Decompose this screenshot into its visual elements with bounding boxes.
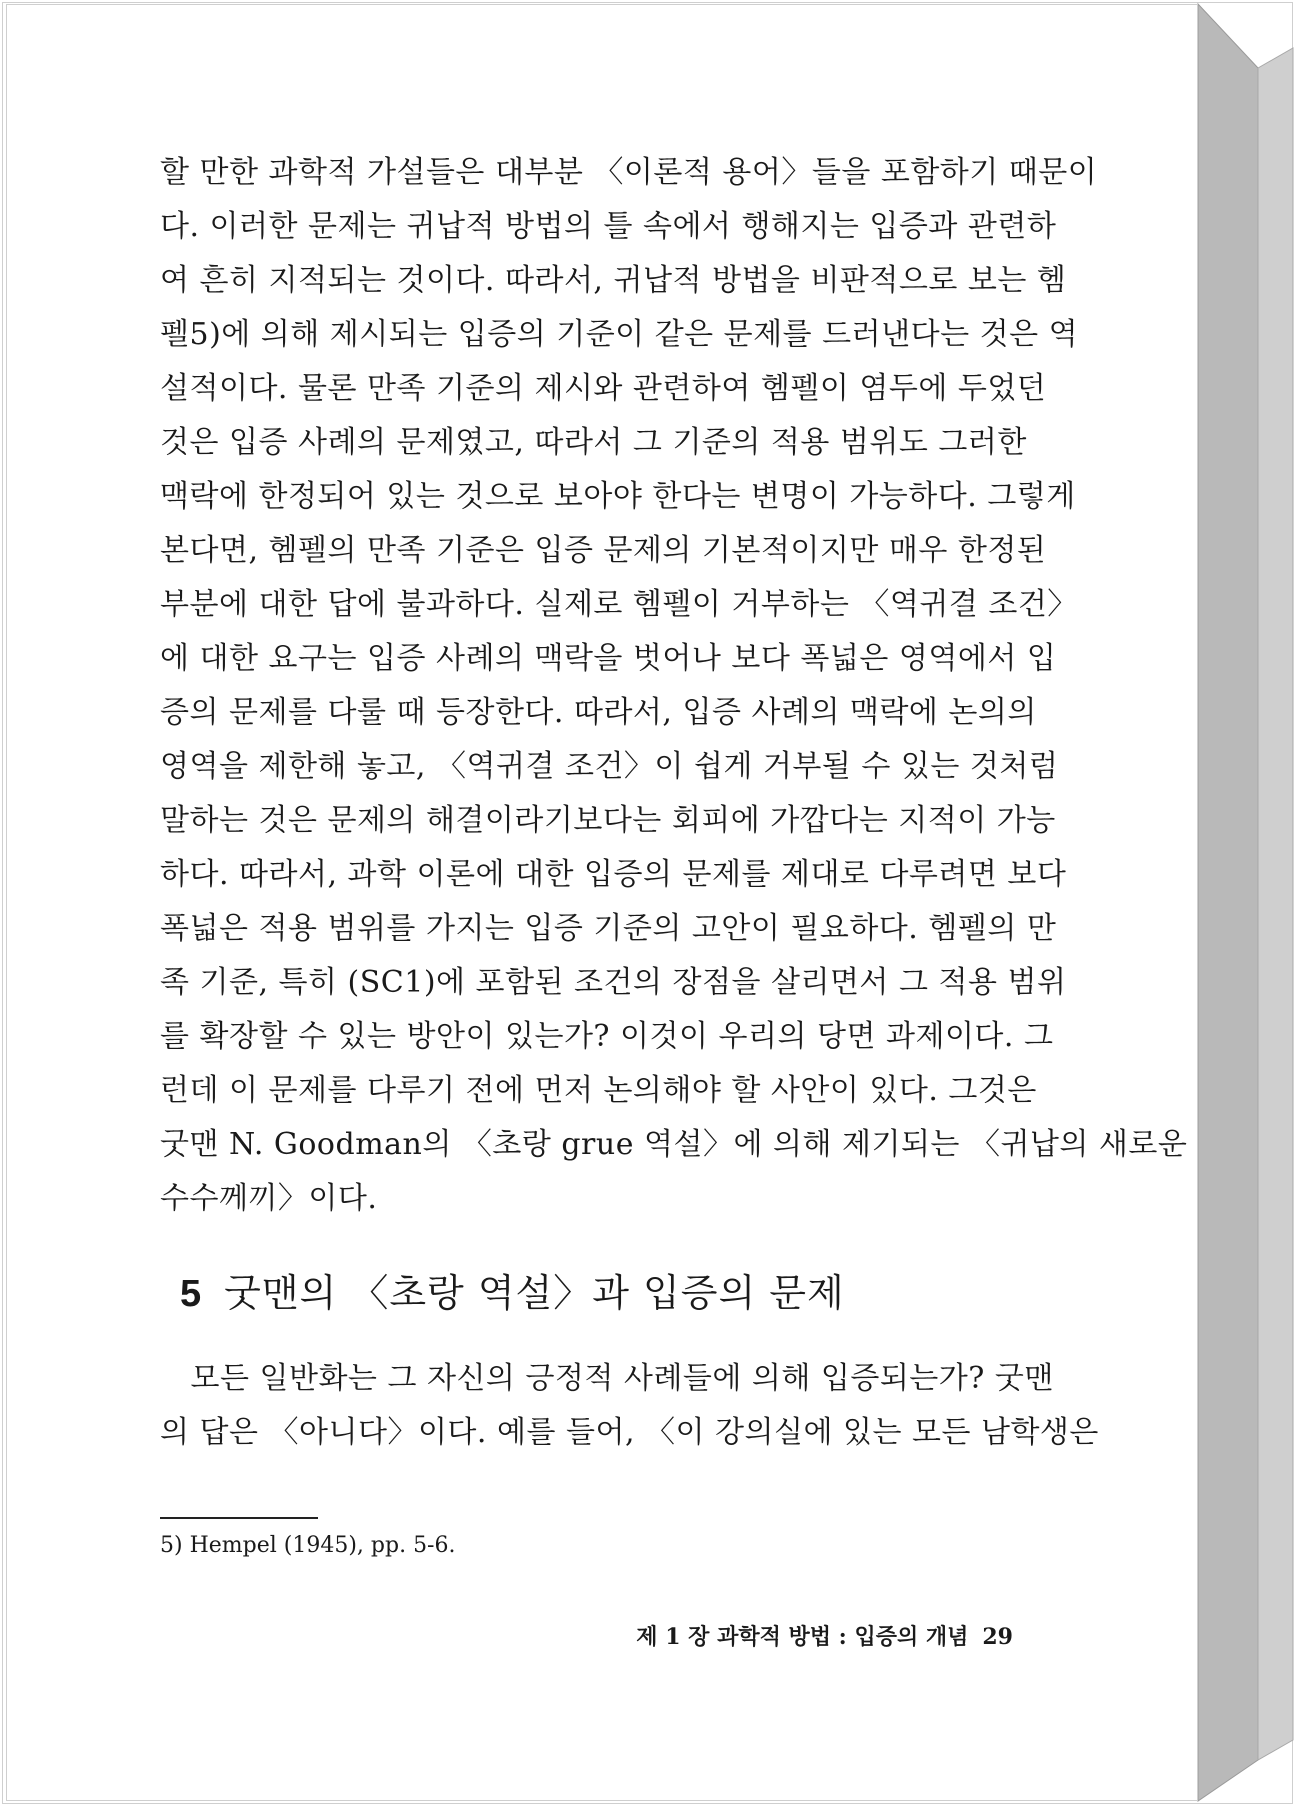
text-line: 설적이다. 물론 만족 기준의 제시와 관련하여 헴펠이 염두에 두었던 <box>160 371 1047 406</box>
text-line: 것은 입증 사례의 문제였고, 따라서 그 기준의 적용 범위도 그러한 <box>160 425 1027 460</box>
text-line: 하다. 따라서, 과학 이론에 대한 입증의 문제를 제대로 다루려면 보다 <box>160 857 1067 892</box>
text-line: 맥락에 한정되어 있는 것으로 보아야 한다는 변명이 가능하다. 그렇게 <box>160 479 1076 514</box>
text-line: 여 흔히 지적되는 것이다. 따라서, 귀납적 방법을 비판적으로 보는 헴 <box>160 263 1067 298</box>
text-line: 모든 일반화는 그 자신의 긍정적 사례들에 의해 입증되는가? 굿맨 <box>160 1361 1054 1396</box>
text-line: 족 기준, 특히 (SC1)에 포함된 조건의 장점을 살리면서 그 적용 범위 <box>160 965 1067 1000</box>
section-title: 굿맨의 〈초랑 역설〉과 입증의 문제 <box>224 1271 845 1315</box>
footnote: 5) Hempel (1945), pp. 5-6. <box>160 1533 456 1558</box>
text-line: 폭넓은 적용 범위를 가지는 입증 기준의 고안이 필요하다. 헴펠의 만 <box>160 911 1057 946</box>
text-line: 수수께끼〉이다. <box>160 1181 378 1216</box>
text-line: 런데 이 문제를 다루기 전에 먼저 논의해야 할 사안이 있다. 그것은 <box>160 1073 1037 1108</box>
text-line: 다. 이러한 문제는 귀납적 방법의 틀 속에서 행해지는 입증과 관련하 <box>160 209 1057 244</box>
page-number: 29 <box>982 1624 1013 1650</box>
text-line: 굿맨 N. Goodman의 〈초랑 grue 역설〉에 의해 제기되는 〈귀납의 새로운 <box>160 1127 1188 1162</box>
text-line: 증의 문제를 다룰 때 등장한다. 따라서, 입증 사례의 맥락에 논의의 <box>160 695 1037 730</box>
text-line: 본다면, 헴펠의 만족 기준은 입증 문제의 기본적이지만 매우 한정된 <box>160 533 1047 568</box>
text-line: 할 만한 과학적 가설들은 대부분 〈이론적 용어〉들을 포함하기 때문이 <box>160 155 1098 190</box>
body-paragraph <box>160 146 1188 1226</box>
text-line: 에 대한 요구는 입증 사례의 맥락을 벗어나 보다 폭넓은 영역에서 입 <box>160 641 1057 676</box>
text-line: 의 답은 〈아니다〉이다. 예를 들어, 〈이 강의실에 있는 모든 남학생은 <box>160 1415 1099 1450</box>
text-line: 부분에 대한 답에 불과하다. 실제로 헴펠이 거부하는 〈역귀결 조건〉 <box>160 587 1078 622</box>
text-line: 펠5)에 의해 제시되는 입증의 기준이 같은 문제를 드러낸다는 것은 역 <box>160 317 1079 352</box>
text-line: 말하는 것은 문제의 해결이라기보다는 회피에 가깝다는 지적이 가능 <box>160 803 1056 838</box>
page-footer <box>0 1620 1013 1651</box>
text-line: 를 확장할 수 있는 방안이 있는가? 이것이 우리의 당면 과제이다. 그 <box>160 1019 1054 1054</box>
section-paragraph <box>160 1352 1099 1460</box>
running-head: 제 1 장 과학적 방법 : 입증의 개념 <box>636 1624 969 1650</box>
footnote-rule <box>160 1517 318 1519</box>
section-heading <box>180 1262 845 1317</box>
section-number: 5 <box>180 1273 203 1315</box>
text-line: 영역을 제한해 놓고, 〈역귀결 조건〉이 쉽게 거부될 수 있는 것처럼 <box>160 749 1059 784</box>
